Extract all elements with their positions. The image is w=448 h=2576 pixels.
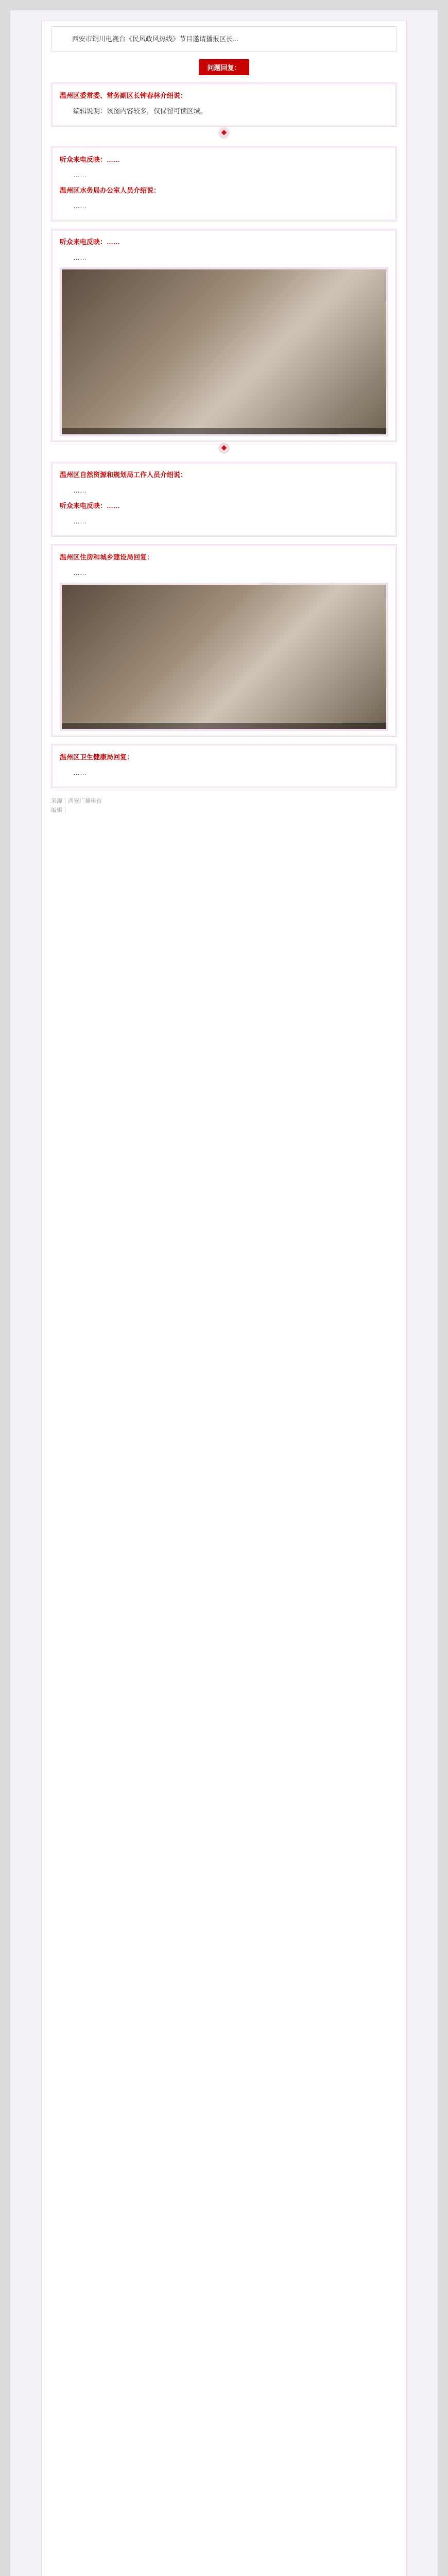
separator [42,127,406,139]
answer: …… [73,769,87,776]
question: 温州区卫生健康局回复： [60,753,134,761]
footer-source: 来源｜西安广播电台 [51,798,102,804]
qa-card-1 [51,82,397,127]
question: 温州区水务局办公室人员介绍说： [60,187,161,194]
qa-card-2 [51,146,397,222]
answer: …… [73,517,87,525]
separator [42,442,406,454]
separator-icon: ❖ [218,127,230,139]
answer: …… [73,202,87,210]
question: 听众来电反映：…… [60,156,120,163]
qa-card-5 [51,544,397,737]
footer-editor: 编辑｜ [51,807,68,814]
article-frame [41,21,407,2576]
photo-caption [62,428,386,434]
question: 温州区委常委、常务副区长钟春林介绍说： [60,92,187,99]
intro-paragraph: 西安市铜川电视台《民风政风热线》节目邀请播报区长... [51,26,397,52]
answer: 编辑说明：该图内容较多，仅保留可读区域。 [73,107,208,115]
qa-card-6 [51,744,397,788]
question: 温州区住房和城乡建设局回复： [60,553,154,561]
separator-icon: ❖ [218,443,230,454]
section-title [51,59,397,75]
question: 温州区自然资源和规划局工作人员介绍说： [60,471,187,479]
photo-2 [60,583,388,731]
photo-1 [60,267,388,436]
answer: …… [73,486,87,494]
qa-card-3 [51,229,397,442]
answer: …… [73,171,87,179]
question: 听众来电反映：…… [60,238,120,246]
section-title-text: 问题回复： [199,59,249,75]
answer: …… [73,569,87,577]
footer [51,796,397,815]
answer: …… [73,253,87,261]
qa-card-4 [51,462,397,537]
photo-caption [62,723,386,729]
question: 听众来电反映：…… [60,502,120,510]
article-page [10,10,438,2576]
